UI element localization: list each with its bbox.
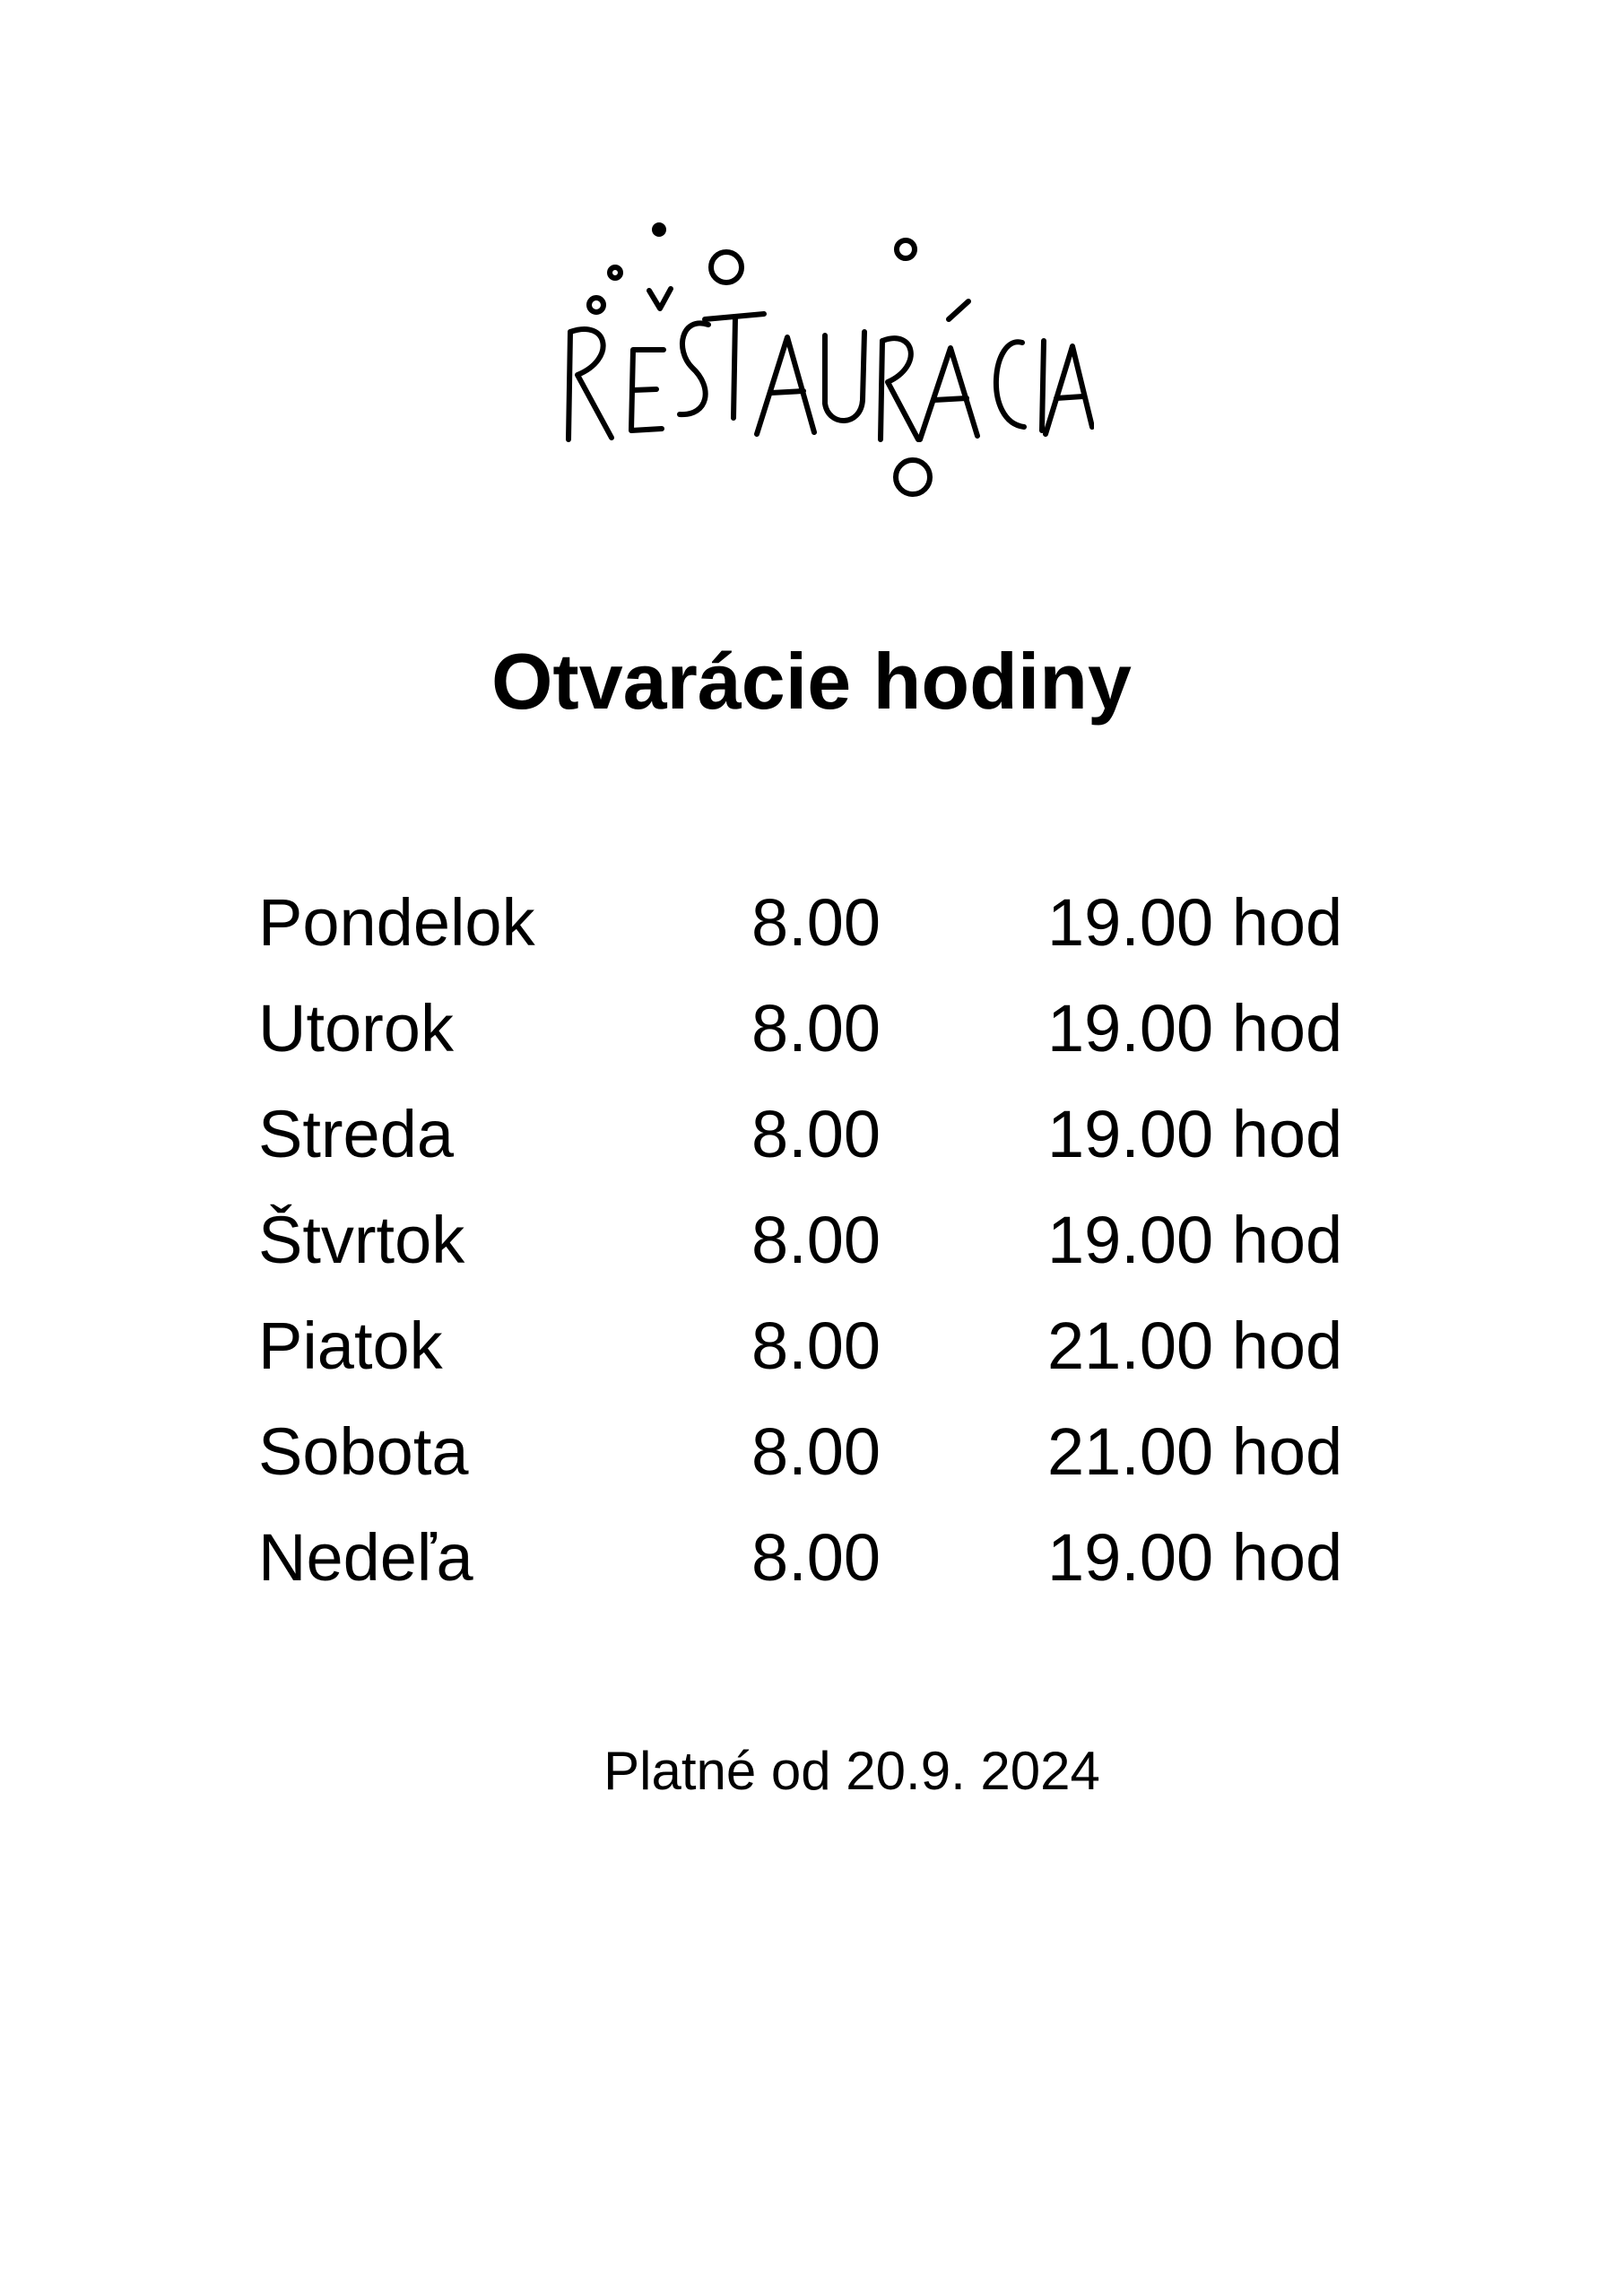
restauracia-logo-icon — [556, 215, 1094, 511]
day-label: Streda — [258, 1097, 455, 1171]
opening-time: 8.00 — [751, 1203, 881, 1277]
restaurant-logo — [556, 215, 1094, 511]
opening-time: 8.00 — [751, 885, 881, 960]
valid-from-note: Platné od 20.9. 2024 — [603, 1741, 1100, 1801]
hours-row — [258, 976, 1424, 1082]
hours-row — [258, 1399, 1424, 1505]
page-title: Otvarácie hodiny — [490, 637, 1132, 726]
closing-time: 19.00 hod — [1047, 1520, 1343, 1595]
opening-time: 8.00 — [751, 991, 881, 1065]
closing-time: 19.00 hod — [1047, 885, 1343, 960]
closing-time: 19.00 hod — [1047, 1203, 1343, 1277]
hours-row — [258, 870, 1424, 976]
opening-hours-table — [258, 870, 1424, 1611]
opening-time: 8.00 — [751, 1520, 881, 1595]
hours-row — [258, 1505, 1424, 1611]
day-label: Sobota — [258, 1414, 469, 1489]
day-label: Pondelok — [258, 885, 535, 960]
opening-time: 8.00 — [751, 1097, 881, 1171]
day-label: Nedeľa — [258, 1520, 473, 1595]
day-label: Piatok — [258, 1309, 443, 1383]
day-label: Utorok — [258, 991, 454, 1065]
closing-time: 19.00 hod — [1047, 1097, 1343, 1171]
closing-time: 21.00 hod — [1047, 1309, 1343, 1383]
hours-row — [258, 1082, 1424, 1187]
day-label: Štvrtok — [258, 1203, 465, 1277]
hours-row — [258, 1293, 1424, 1399]
closing-time: 19.00 hod — [1047, 991, 1343, 1065]
opening-time: 8.00 — [751, 1414, 881, 1489]
opening-time: 8.00 — [751, 1309, 881, 1383]
hours-row — [258, 1187, 1424, 1293]
closing-time: 21.00 hod — [1047, 1414, 1343, 1489]
